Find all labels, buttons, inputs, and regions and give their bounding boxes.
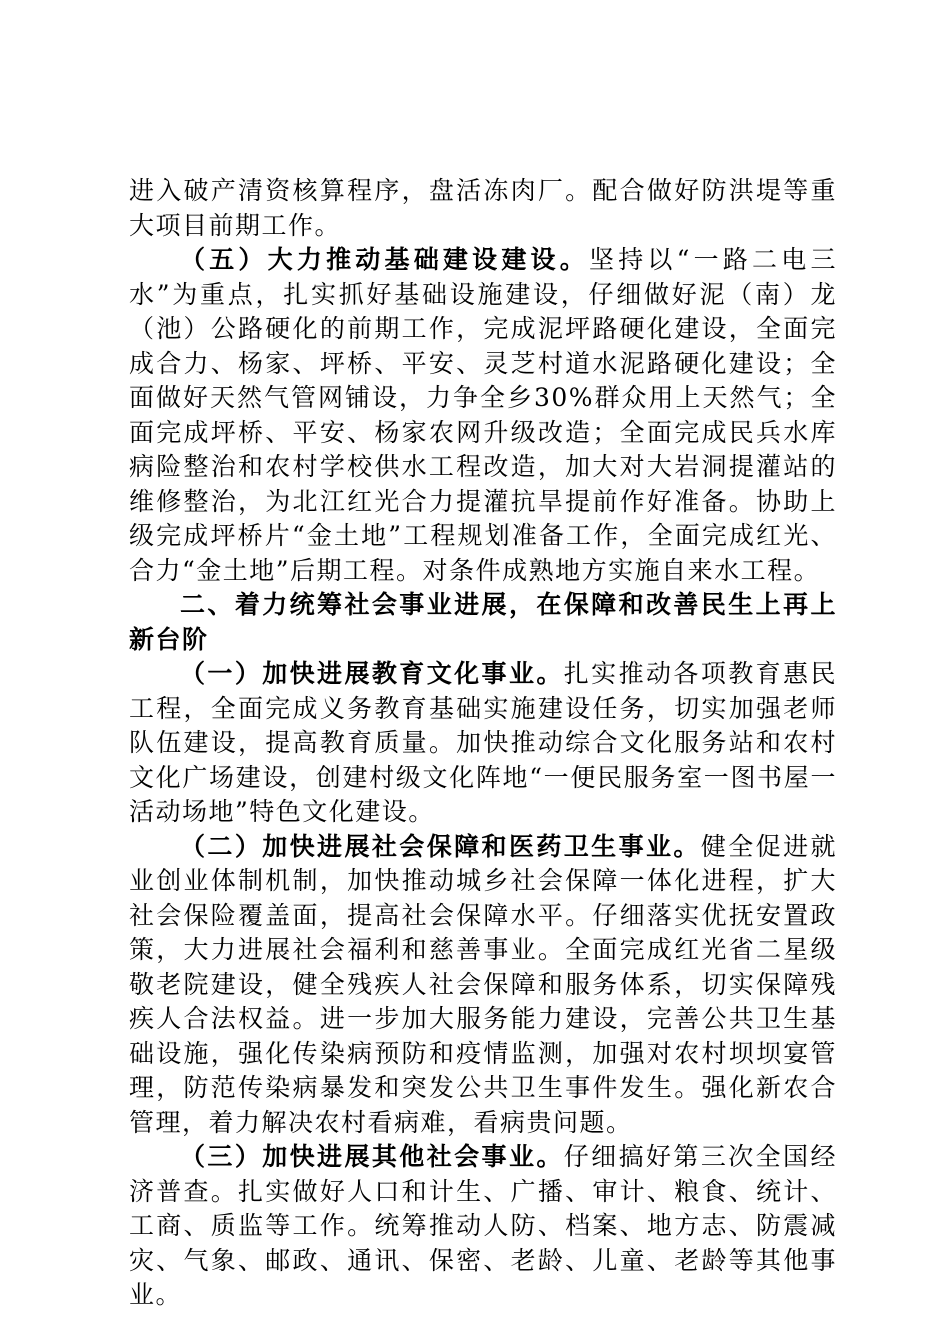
paragraph-other-affairs — [129, 1140, 837, 1313]
document-body — [129, 174, 837, 1313]
paragraph-lead: （一）加快进展教育文化事业。 — [180, 659, 564, 688]
section-heading-social — [129, 588, 837, 657]
paragraph-education — [129, 657, 837, 830]
paragraph-text: 坚持以“一路二电三水”为重点，扎实抓好基础设施建设，仔细做好泥（南）龙（池）公路硬化的前期工作，完成泥坪路硬化建设，全面完成合力、杨家、坪桥、平安、灵芝村道水泥路硬化建设；全面做好天然气管网铺设，力争全乡30%群众用上天然气；全面完成坪桥、平安、杨家农网升级改造；全面完成民兵水库病险整治和农村学校供水工程改造，加大对大岩洞提灌站的维修整治，为北江红光合力提灌抗旱提前作好准备。协助上级完成坪桥片“金土地”工程规划准备工作，全面完成红光、合力“金土地”后期工程。对条件成熟地方实施自来水工程。 — [129, 245, 837, 585]
paragraph-text: 扎实推动各项教育惠民工程，全面完成义务教育基础实施建设任务，切实加强老师队伍建设，提高教育质量。加快推动综合文化服务站和农村文化广场建设，创建村级文化阵地“一便民服务室一图书屋一活动场地”特色文化建设。 — [129, 659, 837, 826]
paragraph-text: 进入破产清资核算程序，盘活冻肉厂。配合做好防洪堤等重大项目前期工作。 — [129, 176, 837, 240]
paragraph-lead: （三）加快进展其他社会事业。 — [180, 1142, 564, 1171]
paragraph-infrastructure — [129, 243, 837, 588]
paragraph-text: 仔细搞好第三次全国经济普查。扎实做好人口和计生、广播、审计、粮食、统计、工商、质监等工作。统筹推动人防、档案、地方志、防震减灾、气象、邮政、通讯、保密、老龄、儿童、老龄等其他事业。 — [129, 1142, 837, 1309]
paragraph-continuation — [129, 174, 837, 243]
paragraph-social-security — [129, 830, 837, 1141]
heading-text: 二、着力统筹社会事业进展，在保障和改善民生上再上新台阶 — [129, 590, 837, 654]
paragraph-lead: （五）大力推动基础建设建设。 — [180, 245, 589, 274]
paragraph-text: 健全促进就业创业体制机制，加快推动城乡社会保障一体化进程，扩大社会保险覆盖面，提高社会保障水平。仔细落实优抚安置政策，大力进展社会福利和慈善事业。全面完成红光省二星级敬老院建设，健全残疾人社会保障和服务体系，切实保障残疾人合法权益。进一步加大服务能力建设，完善公共卫生基础设施，强化传染病预防和疫情监测，加强对农村坝坝宴管理，防范传染病暴发和突发公共卫生事件发生。强化新农合管理，着力解决农村看病难，看病贵问题。 — [129, 831, 837, 1137]
paragraph-lead: （二）加快进展社会保障和医药卫生事业。 — [180, 831, 701, 861]
